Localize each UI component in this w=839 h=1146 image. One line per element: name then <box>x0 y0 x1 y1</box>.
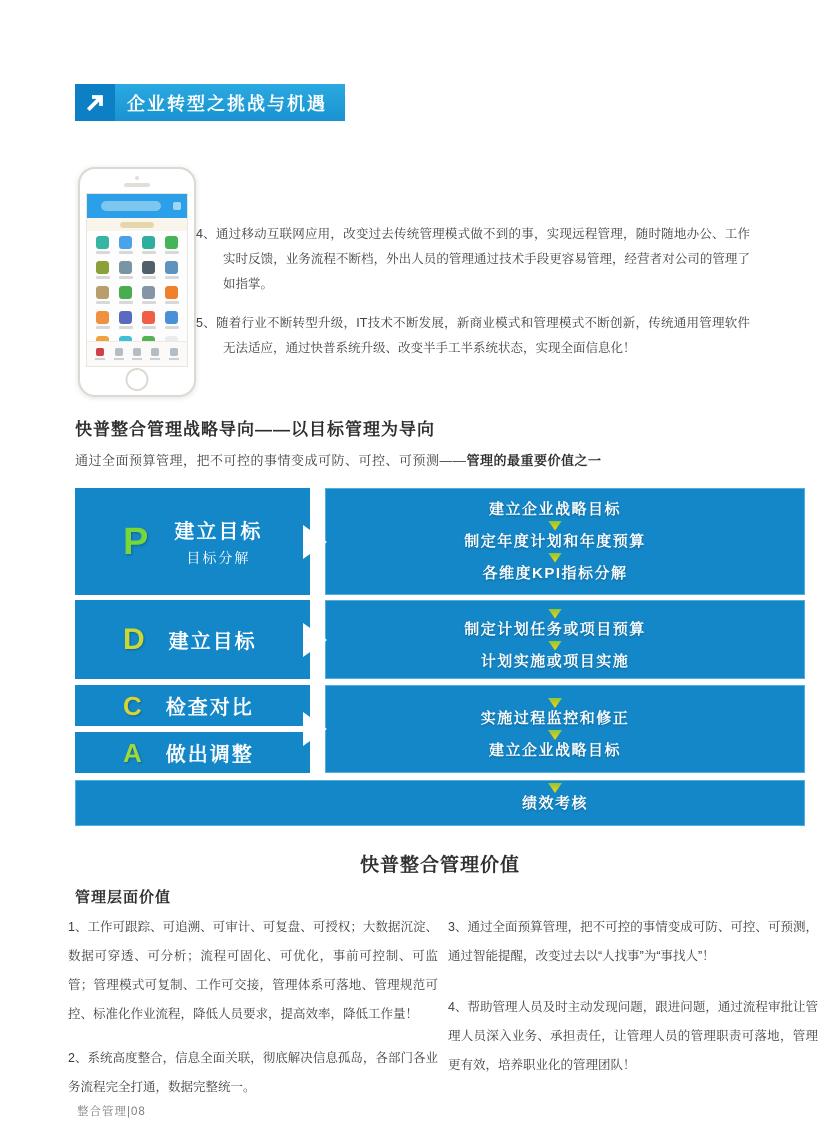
pdca-row <box>75 488 805 595</box>
pdca-phase-box <box>75 685 310 726</box>
paragraph-number: 5、 <box>196 316 216 330</box>
paragraph-text: 工作可跟踪、可追溯、可审计、可复盘、可授权；大数据沉淀、数据可穿透、可分析；流程可固化、可优化，事前可控制、可监管；管理模式可复制、工作可交接，管理体系可落地、管理规范可控、标准化作业流程，降低人员要求，提高效率，降低工作量！ <box>68 920 438 1021</box>
app-item <box>116 261 135 279</box>
camera-dot <box>135 176 139 180</box>
phase-label: 建立目标 <box>174 521 263 543</box>
paragraph-text: 通过移动互联网应用，改变过去传统管理模式做不到的事，实现远程管理，随时随地办公、工作实时反馈，业务流程不断档，外出人员的管理通过技术手段更容易管理，经营者对公司的管理了如指掌。 <box>215 227 750 291</box>
phase-labels <box>169 625 257 654</box>
app-label <box>142 276 156 279</box>
app-icon <box>142 261 155 274</box>
pdca-row <box>75 685 805 773</box>
app-header-bar <box>87 194 187 218</box>
phase-letter: P <box>123 520 149 563</box>
app-icon <box>119 236 132 249</box>
value-column-right <box>448 913 818 1117</box>
tab-item <box>95 348 105 360</box>
page-footer: 整合管理|08 <box>77 1106 146 1118</box>
pdca-step-label: 各维度KPI指标分解 <box>482 564 628 582</box>
app-label <box>119 301 133 304</box>
app-item <box>93 261 112 279</box>
right-chevron-icon <box>303 712 327 746</box>
app-icon <box>165 236 178 249</box>
tab-item <box>114 348 124 360</box>
down-arrow-icon <box>548 783 562 793</box>
app-label <box>96 326 110 329</box>
app-icon <box>96 286 109 299</box>
app-item <box>93 286 112 304</box>
app-subbar <box>87 218 187 231</box>
app-icon <box>96 236 109 249</box>
app-label <box>142 301 156 304</box>
app-label <box>165 301 179 304</box>
paragraph-text: 通过全面预算管理，把不可控的事情变成可防、可控、可预测，通过智能提醒，改变过去以“人找事”为“事找人”！ <box>448 920 818 963</box>
app-item <box>93 236 112 254</box>
app-label <box>119 276 133 279</box>
pdca-step-label: 计划实施或项目实施 <box>480 652 630 670</box>
app-item <box>139 236 158 254</box>
right-chevron-icon <box>303 623 327 657</box>
strategy-subtitle-bold: 管理的最重要价值之一 <box>466 453 602 468</box>
strategy-heading: 快普整合管理战略导向——以目标管理为导向 <box>75 420 435 439</box>
app-icon <box>96 311 109 324</box>
value-paragraph <box>68 913 438 1029</box>
app-label <box>142 251 156 254</box>
paragraph-number: 1、 <box>68 920 88 934</box>
app-icon <box>142 311 155 324</box>
app-item <box>93 311 112 329</box>
app-item <box>162 261 181 279</box>
phase-sublabel: 目标分解 <box>186 550 251 566</box>
phase-label: 检查对比 <box>165 697 254 719</box>
app-item <box>162 236 181 254</box>
paragraph-number: 4、 <box>448 1000 468 1014</box>
app-icon <box>165 261 178 274</box>
down-arrow-icon <box>548 553 562 563</box>
intro-paragraph <box>196 222 750 297</box>
app-label <box>165 326 179 329</box>
app-icon <box>119 286 132 299</box>
right-chevron-icon <box>303 525 327 559</box>
pdca-step-label: 建立企业战略目标 <box>488 500 621 518</box>
tab-label <box>95 358 105 360</box>
app-label <box>119 326 133 329</box>
search-bar <box>101 201 161 211</box>
pdca-phase-box <box>75 600 310 679</box>
tab-label <box>114 358 124 360</box>
tab-label <box>150 358 160 360</box>
app-label <box>165 251 179 254</box>
app-icon <box>142 236 155 249</box>
paragraph-number: 2、 <box>68 1051 88 1065</box>
down-arrow-icon <box>548 521 562 531</box>
pdca-step-label: 实施过程监控和修正 <box>480 710 630 727</box>
app-icon <box>165 311 178 324</box>
phase-letter: C <box>123 690 142 721</box>
phone-screen <box>86 193 188 367</box>
pdca-steps-box <box>325 600 805 679</box>
app-label <box>96 251 110 254</box>
app-icon-grid <box>87 231 187 356</box>
tab-bar <box>87 341 187 366</box>
paragraph-number: 4、 <box>196 227 216 241</box>
tab-icon <box>115 348 123 356</box>
pdca-phase-box <box>75 488 310 595</box>
app-item <box>116 286 135 304</box>
arrow-up-right-icon <box>75 84 115 121</box>
phase-label: 做出调整 <box>165 744 254 766</box>
value-columns <box>68 913 818 1117</box>
down-arrow-icon <box>548 609 562 619</box>
tab-label <box>169 358 179 360</box>
section-banner <box>75 84 345 121</box>
app-icon <box>119 261 132 274</box>
paragraph-text: 系统高度整合，信息全面关联，彻底解决信息孤岛，各部门各业务流程完全打通，数据完整统一。 <box>68 1051 438 1094</box>
down-arrow-icon <box>548 641 562 651</box>
banner-title: 企业转型之挑战与机遇 <box>127 93 327 114</box>
phase-label: 建立目标 <box>168 631 257 653</box>
app-item <box>139 261 158 279</box>
tab-icon <box>96 348 104 356</box>
down-arrow-icon <box>548 730 562 740</box>
tab-item <box>169 348 179 360</box>
tab-item <box>132 348 142 360</box>
app-item <box>116 311 135 329</box>
intro-paragraph <box>196 311 750 361</box>
paragraph-text: 帮助管理人员及时主动发现问题，跟进问题，通过流程审批让管理人员深入业务、承担责任，让管理人员的管理职责可落地，管理更有效，培养职业化的管理团队！ <box>448 1000 818 1072</box>
pdca-bottom-bar <box>75 780 805 826</box>
paragraph-text: 随着行业不断转型升级，IT技术不断发展，新商业模式和管理模式不断创新，传统通用管理软件无法适应，通过快普系统升级、改变半手工半系统状态，实现全面信息化！ <box>215 316 750 355</box>
app-label <box>119 251 133 254</box>
pdca-step-label: 建立企业战略目标 <box>488 742 621 759</box>
pdca-step-label: 制定计划任务或项目预算 <box>464 620 646 638</box>
pdca-diagram <box>75 488 805 826</box>
value-paragraph <box>448 913 818 971</box>
tab-icon <box>151 348 159 356</box>
intro-list <box>196 222 750 375</box>
app-label <box>96 276 110 279</box>
phase-labels <box>174 515 262 568</box>
header-icon <box>173 202 181 210</box>
phone-mockup <box>78 167 196 397</box>
pdca-step-label: 绩效考核 <box>521 795 589 812</box>
tab-label <box>132 358 142 360</box>
app-item <box>116 236 135 254</box>
pdca-bottom-content <box>522 782 588 814</box>
app-icon <box>165 286 178 299</box>
pdca-steps-box <box>325 685 805 773</box>
value-column-left <box>68 913 438 1117</box>
app-label <box>142 326 156 329</box>
app-item <box>139 311 158 329</box>
phase-letter: A <box>123 737 142 768</box>
home-button <box>126 368 149 391</box>
pdca-phase-box <box>75 732 310 773</box>
pdca-phase-stack <box>75 685 310 773</box>
strategy-subtitle <box>75 450 602 469</box>
app-icon <box>96 261 109 274</box>
pdca-row <box>75 600 805 679</box>
paragraph-number: 3、 <box>448 920 468 934</box>
app-label <box>96 301 110 304</box>
value-title: 快普整合管理价值 <box>359 855 520 876</box>
value-section-heading: 管理层面价值 <box>75 889 172 906</box>
strategy-subtitle-normal: 通过全面预算管理，把不可控的事情变成可防、可控、可预测—— <box>75 453 467 468</box>
tab-item <box>150 348 160 360</box>
pdca-step-label: 制定年度计划和年度预算 <box>464 532 646 550</box>
subbar-pill <box>120 222 154 228</box>
app-item <box>139 286 158 304</box>
down-arrow-icon <box>548 698 562 708</box>
value-paragraph <box>68 1044 438 1102</box>
app-icon <box>119 311 132 324</box>
app-item <box>162 311 181 329</box>
speaker-slot <box>124 183 150 187</box>
app-icon <box>142 286 155 299</box>
app-item <box>162 286 181 304</box>
app-label <box>165 276 179 279</box>
value-paragraph <box>448 993 818 1080</box>
phase-letter: D <box>123 622 145 656</box>
tab-icon <box>133 348 141 356</box>
pdca-steps-box <box>325 488 805 595</box>
tab-icon <box>170 348 178 356</box>
